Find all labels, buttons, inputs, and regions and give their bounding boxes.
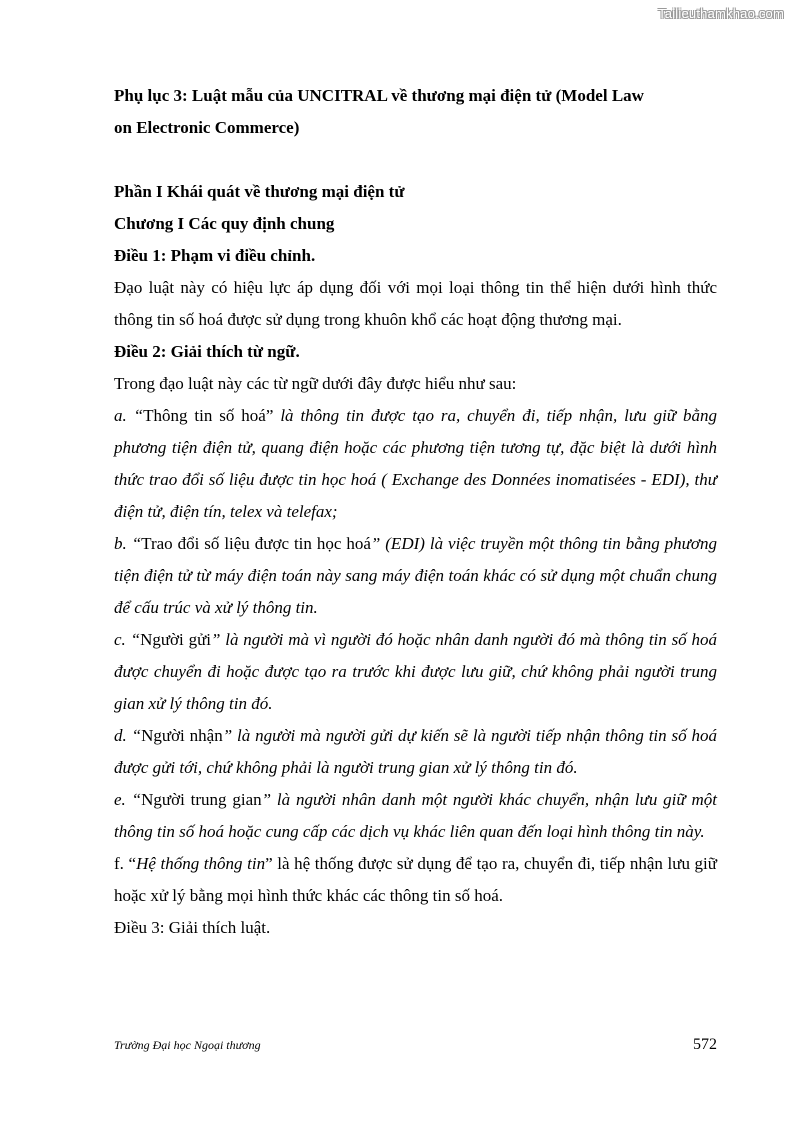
document-body [114,80,717,944]
chapter-heading: Chương I Các quy định chung [114,214,335,233]
definition-term: Người nhận [141,726,223,745]
footer-school-name: Trường Đại học Ngoại thương [114,1038,261,1052]
definition-text: ” là người nhân danh một người khác chuyển, nhận lưu giữ một thông tin số hoá hoặc cung cấp các dịch vụ khác liên quan đến loại hình thông tin này. [114,790,718,841]
part-heading: Phần I Khái quát về thương mại điện tử [114,182,405,201]
article-3-heading: Điều 3: Giải thích luật. [114,918,271,937]
article-1-body: Đạo luật này có hiệu lực áp dụng đối với mọi loại thông tin thể hiện dưới hình thức thông tin số hoá được sử dụng trong khuôn khổ các hoạt động thương mại. [114,278,717,329]
appendix-title-line2: on Electronic Commerce) [114,118,300,137]
definition-d [114,720,717,784]
definition-term: Thông tin số hoá” [143,406,274,425]
definition-e [114,784,717,848]
definition-text: ” là hệ thống được sử dụng để tạo ra, chuyển đi, tiếp nhận lưu giữ hoặc xử lý bằng mọi hình thức khác các thông tin số hoá. [114,854,717,905]
definition-term: Hệ thống thông tin [136,854,266,873]
appendix-title-line1: Phụ lục 3: Luật mẫu của UNCITRAL về thương mại điện tử (Model Law [114,86,644,105]
definition-prefix: c. “ [114,630,141,649]
definition-prefix: b. “ [114,534,142,553]
definition-text: ” là người mà người gửi dự kiến sẽ là người tiếp nhận thông tin số hoá được gửi tới, chứ không phải là người trung gian xử lý thông tin đó. [114,726,717,777]
definition-text: ” (EDI) là việc truyền một thông tin bằng phương tiện điện tử từ máy điện toán này sang máy điện toán khác có sử dụng một chuẩn chung để cấu trúc và xử lý thông tin. [114,534,717,617]
article-2-intro: Trong đạo luật này các từ ngữ dưới đây được hiểu như sau: [114,374,517,393]
page-number: 572 [693,1036,717,1053]
spacer [114,144,717,176]
definition-term: Người trung gian [141,790,262,809]
definition-term: Người gửi [140,630,212,649]
article-2-heading: Điều 2: Giải thích từ ngữ. [114,342,300,361]
watermark: Tailieuthamkhao.com [658,6,784,21]
definition-term: Trao đổi số liệu được tin học hoá [141,534,371,553]
page-footer [114,1036,717,1054]
definition-prefix: d. “ [114,726,142,745]
definition-b [114,528,717,624]
definition-a [114,400,717,528]
definition-prefix: e. “ [114,790,142,809]
definition-text: ” là người mà vì người đó hoặc nhân danh người đó mà thông tin số hoá được chuyển đi hoặc được tạo ra trước khi được lưu giữ, chứ không phải người trung gian xử lý thông tin đó. [114,630,717,713]
definition-prefix: f. “ [114,854,137,873]
definition-c [114,624,717,720]
definition-text: là thông tin được tạo ra, chuyển đi, tiếp nhận, lưu giữ bằng phương tiện điện tử, quang điện hoặc các phương tiện tương tự, đặc biệt là dưới hình thức trao đổi số liệu được tin học hoá ( Exchange des Données inomatisées - EDI), thư điện tử, điện tín, telex và telefax; [114,406,717,521]
article-1-heading: Điều 1: Phạm vi điều chỉnh. [114,246,316,265]
definition-prefix: a. “ [114,406,144,425]
definition-f [114,848,717,912]
